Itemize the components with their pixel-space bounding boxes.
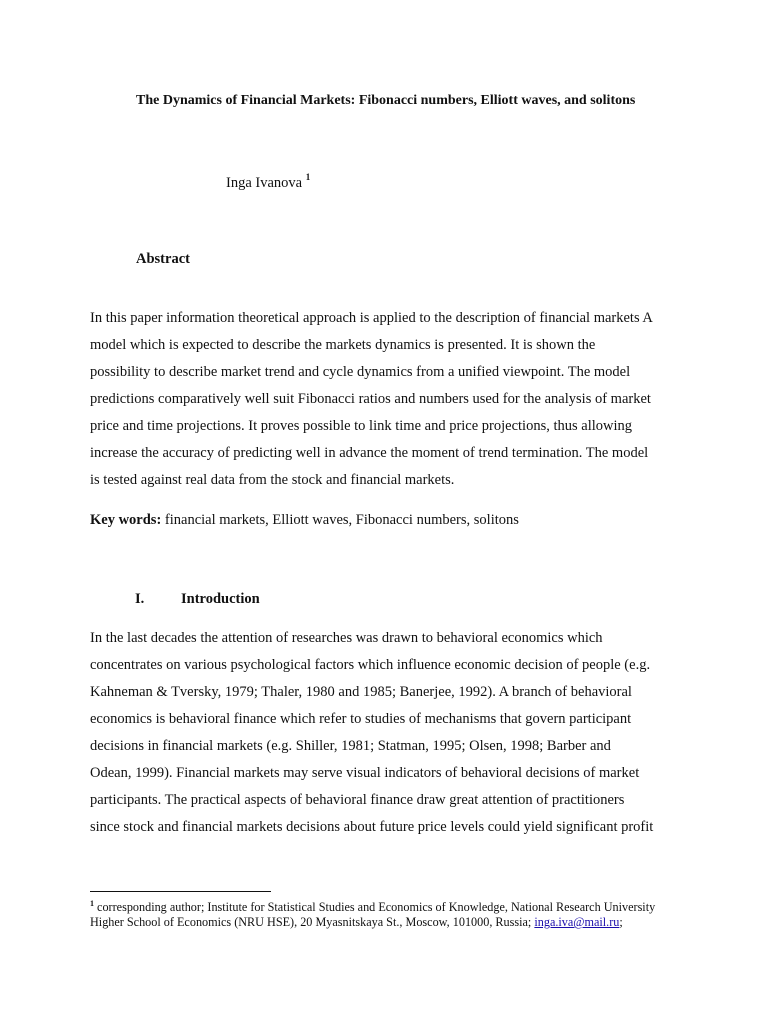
email-link[interactable]: inga.iva@mail.ru — [534, 915, 620, 929]
footnote-line-2 — [90, 915, 623, 930]
keywords-label: Key words: — [90, 512, 162, 528]
section-number: I. — [135, 591, 145, 607]
intro-line: Kahneman & Tversky, 1979; Thaler, 1980 and 1985; Banerjee, 1992). A branch of behavioral — [90, 684, 632, 700]
abstract-line: possibility to describe market trend and cycle dynamics from a unified viewpoint. The model — [90, 364, 631, 380]
abstract-line: is tested against real data from the stock and financial markets. — [90, 472, 455, 488]
paper-title: The Dynamics of Financial Markets: Fibonacci numbers, Elliott waves, and solitons — [136, 93, 636, 108]
author-name: Inga Ivanova — [226, 174, 303, 191]
footnote-mark: 1 — [90, 899, 94, 908]
footnote-text-1: corresponding author; Institute for Statistical Studies and Economics of Knowledge, National Research University — [94, 900, 656, 915]
footnote-separator — [90, 891, 271, 892]
keywords-line — [90, 512, 519, 529]
author-footnote-mark: 1 — [305, 172, 311, 182]
abstract-line: model which is expected to describe the markets dynamics is presented. It is shown the — [90, 337, 596, 353]
intro-line: concentrates on various psychological factors which influence economic decision of people (e.g. — [90, 657, 651, 673]
intro-line: since stock and financial markets decisions about future price levels could yield significant profit — [90, 819, 654, 835]
abstract-line: In this paper information theoretical approach is applied to the description of financial markets A — [90, 310, 653, 326]
keywords-text: financial markets, Elliott waves, Fibonacci numbers, solitons — [161, 512, 519, 528]
abstract-line: predictions comparatively well suit Fibonacci ratios and numbers used for the analysis of market — [90, 391, 651, 407]
abstract-line: increase the accuracy of predicting well in advance the moment of trend termination. The model — [90, 445, 649, 461]
abstract-line: price and time projections. It proves possible to link time and price projections, thus allowing — [90, 418, 633, 434]
footnote-line-1 — [90, 899, 655, 915]
intro-line: Odean, 1999). Financial markets may serve visual indicators of behavioral decisions of market — [90, 765, 640, 781]
abstract-heading: Abstract — [136, 251, 190, 267]
author-line — [226, 173, 310, 192]
intro-line: In the last decades the attention of researches was drawn to behavioral economics which — [90, 630, 603, 646]
footnote-end: ; — [619, 915, 623, 929]
intro-line: economics is behavioral finance which refer to studies of mechanisms that govern participant — [90, 711, 632, 727]
section-title: Introduction — [181, 591, 260, 607]
intro-line: participants. The practical aspects of behavioral finance draw great attention of practitioners — [90, 792, 625, 808]
intro-line: decisions in financial markets (e.g. Shiller, 1981; Statman, 1995; Olsen, 1998; Barber and — [90, 738, 611, 754]
footnote-text-2: Higher School of Economics (NRU HSE), 20 Myasnitskaya St., Moscow, 101000, Russia; — [90, 915, 535, 929]
